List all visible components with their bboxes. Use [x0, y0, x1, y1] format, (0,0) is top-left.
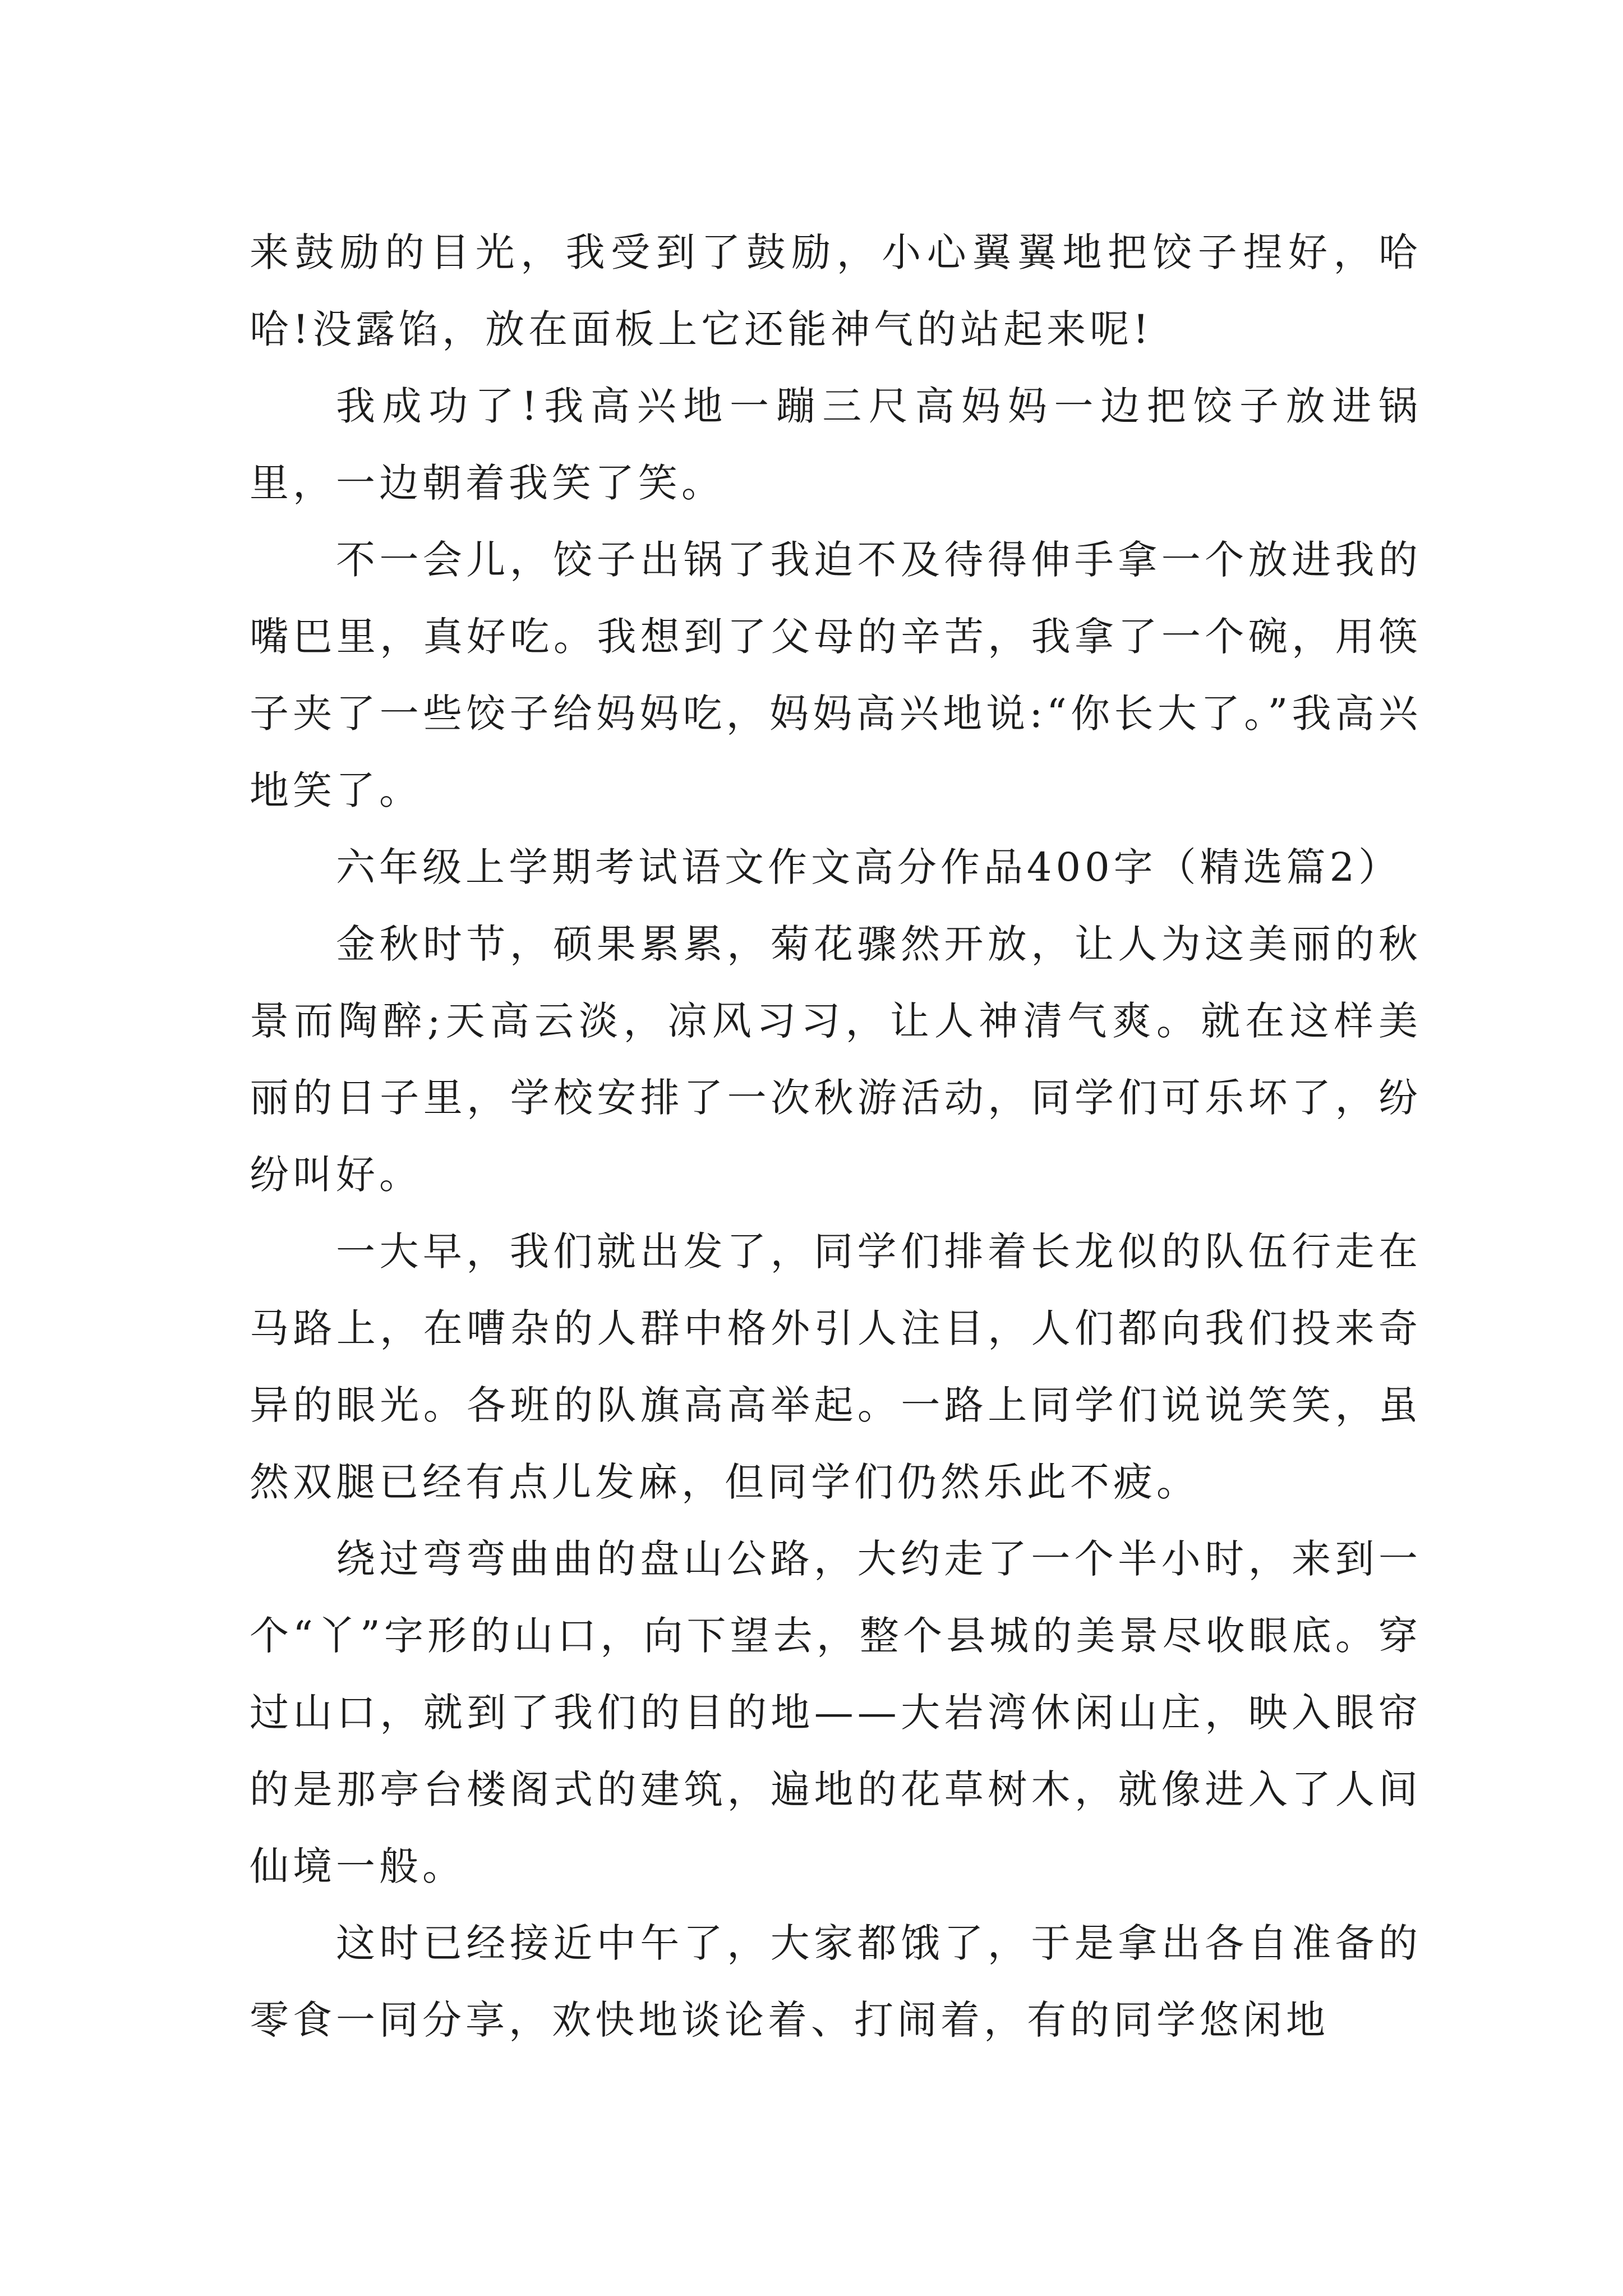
paragraph: 这时已经接近中午了，大家都饿了，于是拿出各自准备的零食一同分享，欢快地谈论着、打闹着，有的同学悠闲地 — [250, 1920, 1422, 2043]
paragraph: 一大早，我们就出发了，同学们排着长龙似的队伍行走在马路上，在嘈杂的人群中格外引人注目，人们都向我们投来奇异的眼光。各班的队旗高高举起。一路上同学们说说笑笑，虽然双腿已经有点儿发麻，但同学们仍然乐此不疲。 — [250, 1228, 1422, 1505]
essay-heading: 六年级上学期考试语文作文高分作品400字（精选篇2） — [336, 844, 1402, 890]
paragraph-continuation: 来鼓励的目光，我受到了鼓励，小心翼翼地把饺子捏好，哈哈!没露馅，放在面板上它还能神气的站起来呢! — [250, 229, 1422, 352]
essay-body — [250, 214, 1422, 2059]
paragraph: 绕过弯弯曲曲的盘山公路，大约走了一个半小时，来到一个“丫”字形的山口，向下望去，整个县城的美景尽收眼底。穿过山口，就到了我们的目的地——大岩湾休闲山庄，映入眼帘的是那亭台楼阁式的建筑，遍地的花草树木，就像进入了人间仙境一般。 — [250, 1536, 1422, 1889]
paragraph: 我成功了!我高兴地一蹦三尺高妈妈一边把饺子放进锅里，一边朝着我笑了笑。 — [250, 383, 1422, 506]
paragraph: 金秋时节，硕果累累，菊花骤然开放，让人为这美丽的秋景而陶醉;天高云淡，凉风习习，让人神清气爽。就在这样美丽的日子里，学校安排了一次秋游活动，同学们可乐坏了，纷纷叫好。 — [250, 921, 1422, 1198]
paragraph: 不一会儿，饺子出锅了我迫不及待得伸手拿一个放进我的嘴巴里，真好吃。我想到了父母的辛苦，我拿了一个碗，用筷子夹了一些饺子给妈妈吃，妈妈高兴地说:“你长大了。”我高兴地笑了。 — [250, 537, 1422, 813]
